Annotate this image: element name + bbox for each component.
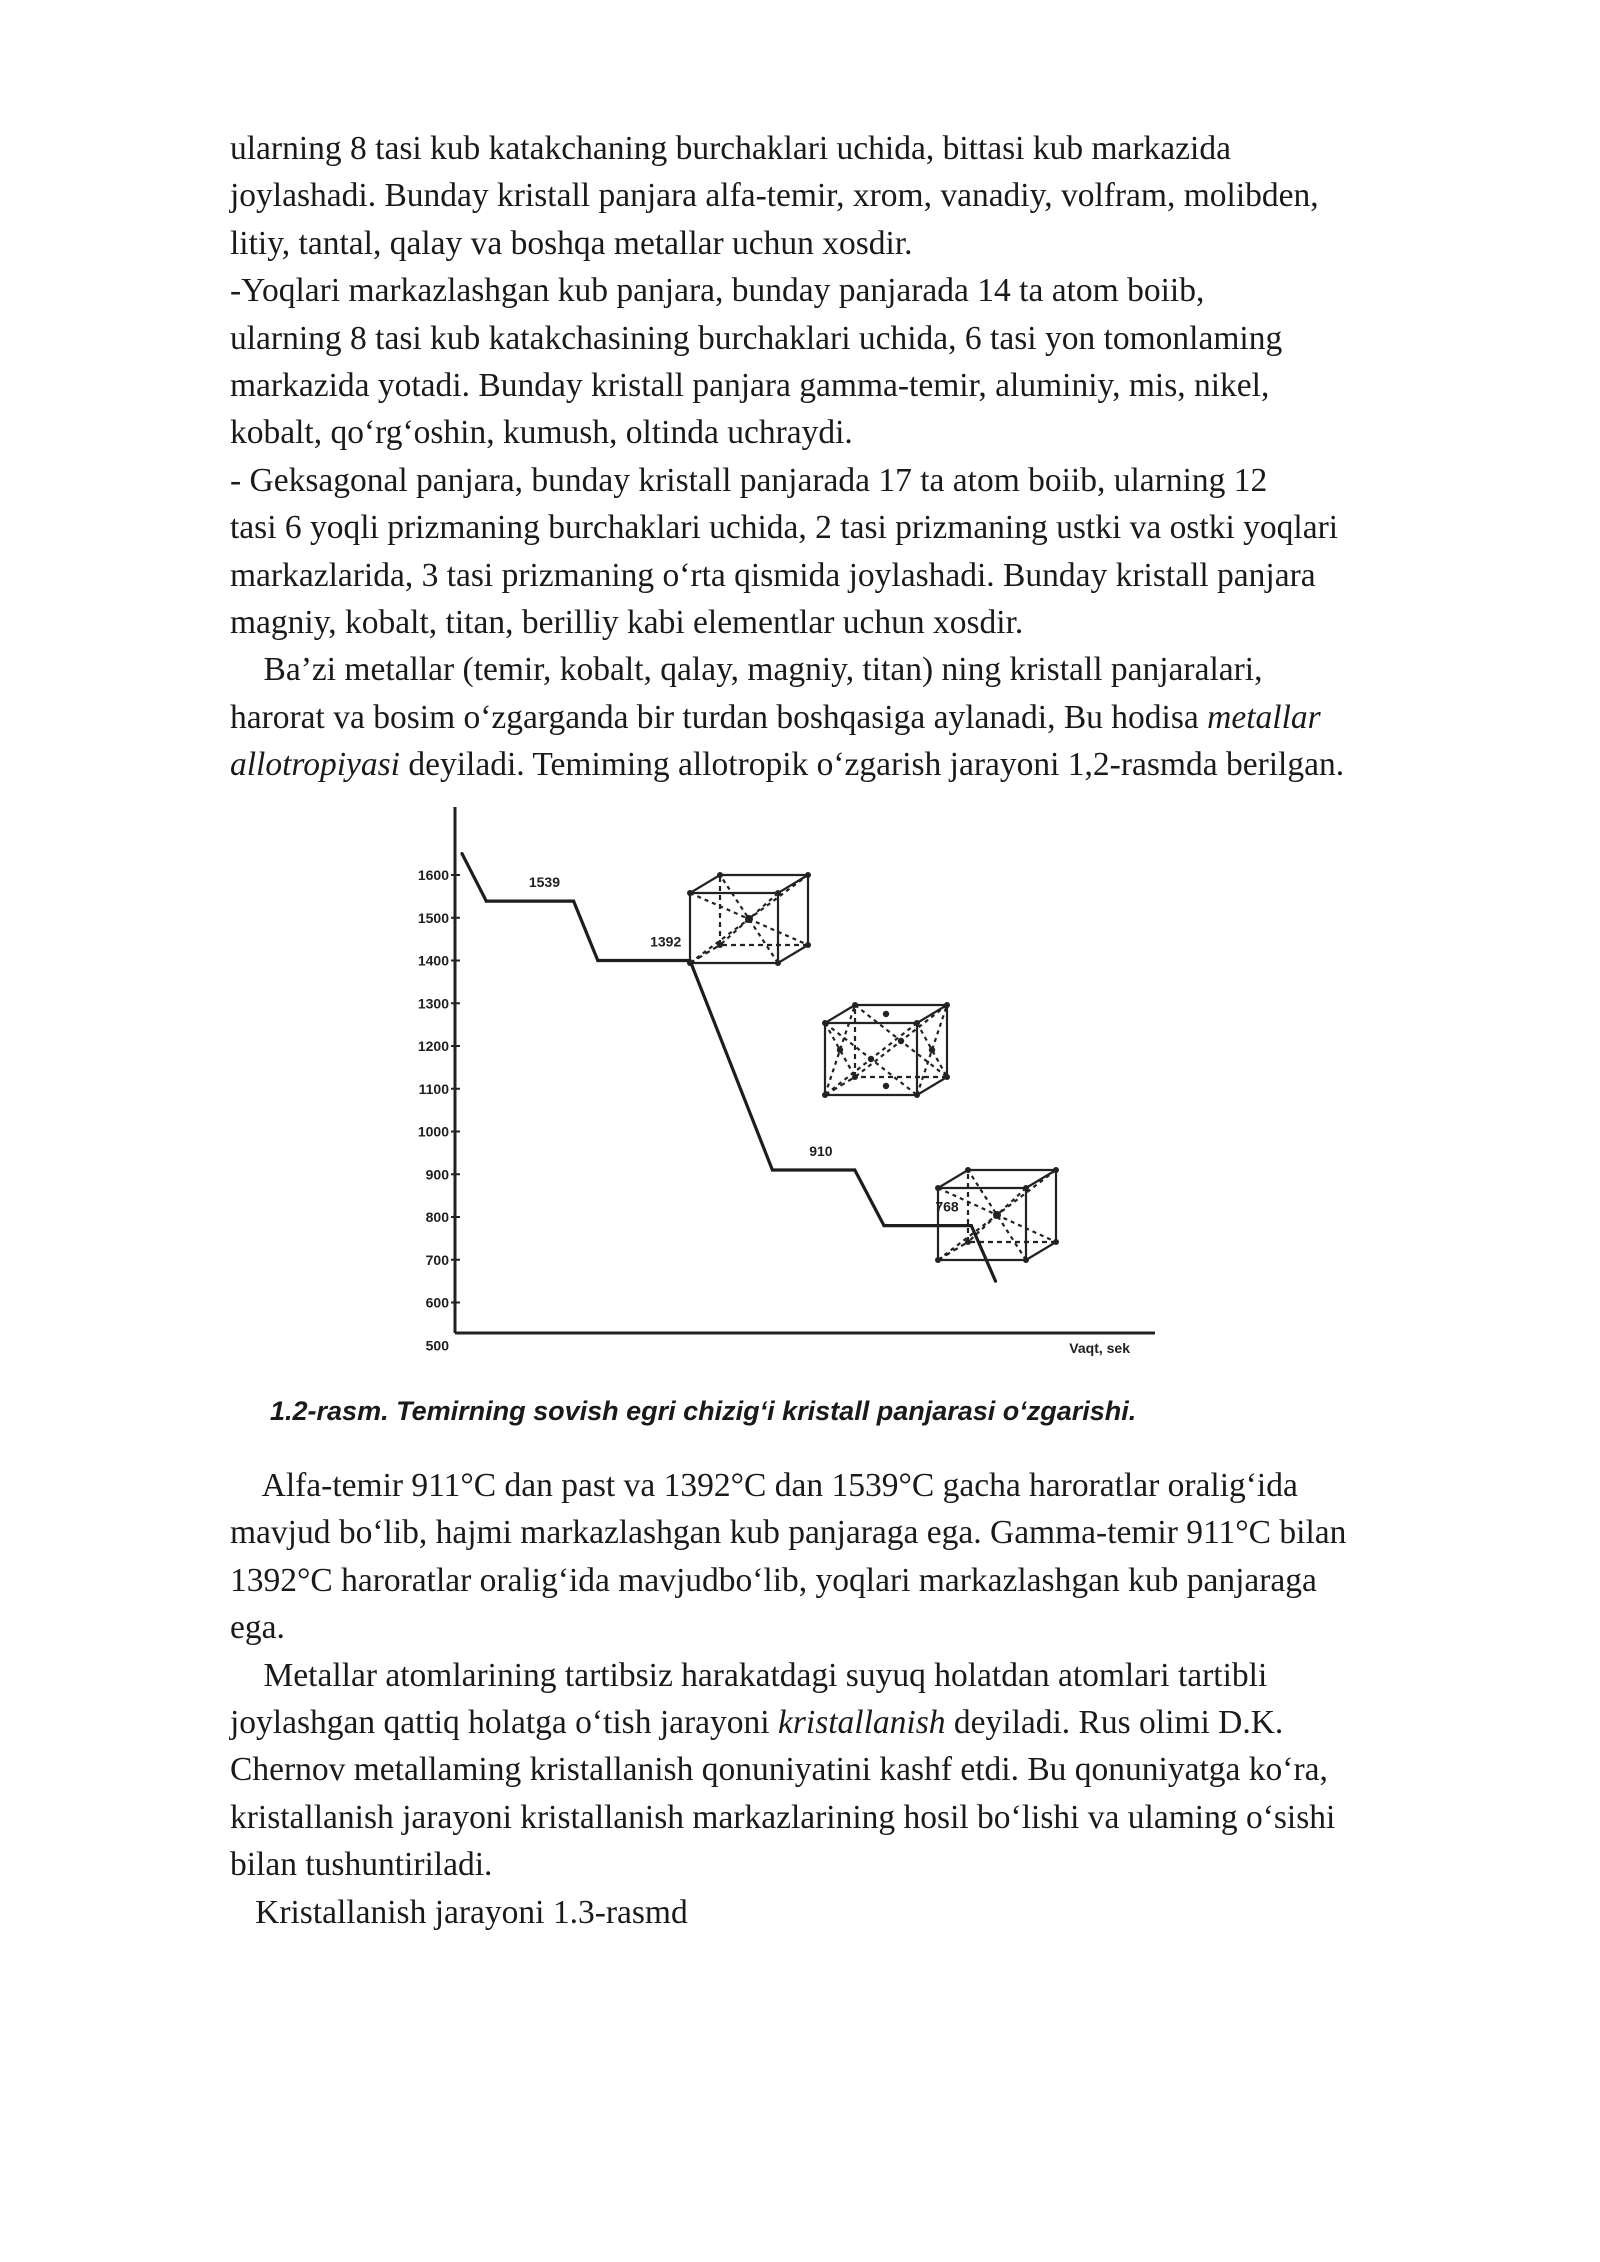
text-line: 1392°C haroratlar oralig‘ida mavjudbo‘lib, yoqlari markazlashgan kub panjaraga xyxy=(230,1561,1317,1599)
text-line: kobalt, qo‘rg‘oshin, kumush, oltinda uchraydi. xyxy=(230,414,853,452)
temperature-label: 1539 xyxy=(528,874,561,891)
italic-term: allotropiyasi xyxy=(230,746,400,784)
text-line: bilan tushuntiriladi. xyxy=(230,1846,493,1884)
cube-edge xyxy=(778,875,808,893)
x-axis-label: Vaqt, sek xyxy=(1069,1340,1130,1356)
curve-point xyxy=(460,852,463,855)
cube-edge xyxy=(938,1242,968,1260)
point-annotations xyxy=(529,874,959,1214)
text-line: markazlarida, 3 tasi prizmaning o‘rta qismida joylashadi. Bunday kristall panjara xyxy=(230,556,1316,594)
italic-term: metallar xyxy=(1207,698,1321,736)
curve-point xyxy=(994,1280,997,1283)
curve-point xyxy=(572,899,575,902)
text-line: -Yoqlari markazlashgan kub panjara, bunday panjarada 14 ta atom boiib, xyxy=(230,272,1205,310)
text-run: deyiladi. Rus olimi D.K. xyxy=(945,1703,1284,1741)
cube-edge xyxy=(690,945,720,963)
curve-point xyxy=(970,1224,973,1227)
bcc-cube-lower xyxy=(935,1167,1059,1263)
lattice-atom-face xyxy=(837,1047,843,1053)
text-line: kristallanish jarayoni kristallanish markazlarining hosil bo‘lishi va ulaming o‘sishi xyxy=(230,1798,1336,1836)
text-line: ega. xyxy=(230,1609,285,1647)
y-tick-label: 1300 xyxy=(417,995,449,1012)
cube-edge xyxy=(825,1077,855,1095)
text-line: - Geksagonal panjara, bunday kristall panjarada 17 ta atom boiib, ularning 12 xyxy=(230,461,1268,499)
text-line: Ba’zi metallar (temir, kobalt, qalay, magniy, titan) ning kristall panjaralari, xyxy=(230,651,1263,689)
y-tick-label: 1200 xyxy=(417,1038,449,1054)
y-tick-label: 600 xyxy=(425,1294,449,1311)
text-line: magniy, kobalt, titan, berilliy kabi elementlar uchun xosdir. xyxy=(230,603,1024,641)
y-tick-label: 1100 xyxy=(418,1080,449,1097)
cooling-curve-line xyxy=(462,854,996,1282)
text-run: deyiladi. Temiming allotropik o‘zgarish jarayoni 1,2-rasmda berilgan. xyxy=(400,746,1345,784)
curve-point xyxy=(485,899,488,902)
text-line xyxy=(230,694,1530,741)
cube-edge xyxy=(1026,1170,1056,1188)
cube-edge xyxy=(938,1170,968,1188)
cube-edge xyxy=(778,945,808,963)
cube-edge xyxy=(825,1005,855,1023)
text-line: mavjud bo‘lib, hajmi markazlashgan kub panjaraga ega. Gamma-temir 911°C bilan xyxy=(230,1514,1347,1552)
text-line xyxy=(230,741,1530,788)
text-line: ularning 8 tasi kub katakchasining burchaklari uchida, 6 tasi yon tomonlaming xyxy=(230,319,1283,357)
text-line: Alfa-temir 911°C dan past va 1392°C dan 1539°C gacha haroratlar oralig‘ida xyxy=(230,1467,1298,1504)
cube-edge xyxy=(917,1005,947,1023)
y-tick-label: 1600 xyxy=(417,867,449,883)
text-line: Chernov metallaming kristallanish qonuniyatini kashf etdi. Bu qonuniyatga ko‘ra, xyxy=(230,1751,1328,1789)
lattice-atom-face xyxy=(868,1056,874,1062)
curve-point xyxy=(771,1168,774,1171)
cube-edge xyxy=(1026,1242,1056,1260)
curve-point xyxy=(882,1224,885,1227)
y-tick-label: 1000 xyxy=(417,1123,449,1140)
curve-point xyxy=(853,1168,856,1171)
cooling-curve-chart xyxy=(360,800,1180,1375)
y-tick-label: 1500 xyxy=(417,909,449,926)
lattice-atom-face xyxy=(929,1047,935,1053)
text-line: joylashadi. Bunday kristall panjara alfa-temir, xrom, vanadiy, volfram, molibden, xyxy=(230,177,1319,215)
curve-point xyxy=(596,959,599,962)
text-run: harorat va bosim o‘zgarganda bir turdan boshqasiga aylanadi, Bu hodisa xyxy=(230,698,1208,736)
text-line: Kristallanish jarayoni 1.3-rasmd xyxy=(230,1893,688,1931)
cube-edge xyxy=(690,875,720,893)
y-tick-label: 500 xyxy=(425,1337,449,1354)
italic-term: kristallanish xyxy=(777,1703,946,1741)
lattice-atom-center xyxy=(745,915,753,923)
figure-caption: 1.2-rasm. Temirning sovish egri chizig‘i kristall panjarasi o‘zgarishi. xyxy=(270,1396,1137,1426)
y-tick-label: 900 xyxy=(425,1166,449,1183)
bcc-cube-upper xyxy=(687,872,811,966)
temperature-label: 910 xyxy=(809,1142,833,1159)
y-tick-label: 700 xyxy=(425,1251,449,1268)
text-line: ularning 8 tasi kub katakchaning burchaklari uchida, bittasi kub markazida xyxy=(230,130,1231,167)
text-line xyxy=(230,1699,1530,1746)
y-tick-label: 800 xyxy=(425,1209,449,1225)
text-section-bottom xyxy=(230,1462,1530,1936)
text-line: Metallar atomlarining tartibsiz harakatdagi suyuq holatdan atomlari tartibli xyxy=(230,1656,1268,1694)
text-line: tasi 6 yoqli prizmaning burchaklari uchida, 2 tasi prizmaning ustki va ostki yoqlari xyxy=(230,509,1339,547)
fcc-cube-middle xyxy=(822,1002,950,1098)
lattice-atom-face xyxy=(883,1011,889,1017)
cooling-curve-figure xyxy=(360,800,1180,1375)
text-run: joylashgan qattiq holatga o‘tish jarayoni xyxy=(230,1703,778,1741)
lattice-atom-face xyxy=(898,1038,904,1044)
text-line: markazida yotadi. Bunday kristall panjara gamma-temir, aluminiy, mis, nikel, xyxy=(230,366,1270,404)
cube-edge xyxy=(917,1077,947,1095)
temperature-label: 1392 xyxy=(650,933,682,950)
lattice-atom-center xyxy=(993,1211,1001,1219)
lattice-atom-face xyxy=(883,1083,889,1089)
text-line: litiy, tantal, qalay va boshqa metallar uchun xosdir. xyxy=(230,224,913,262)
text-section-top xyxy=(230,125,1530,788)
y-tick-label: 1400 xyxy=(417,952,449,969)
temperature-label: 768 xyxy=(935,1198,959,1215)
